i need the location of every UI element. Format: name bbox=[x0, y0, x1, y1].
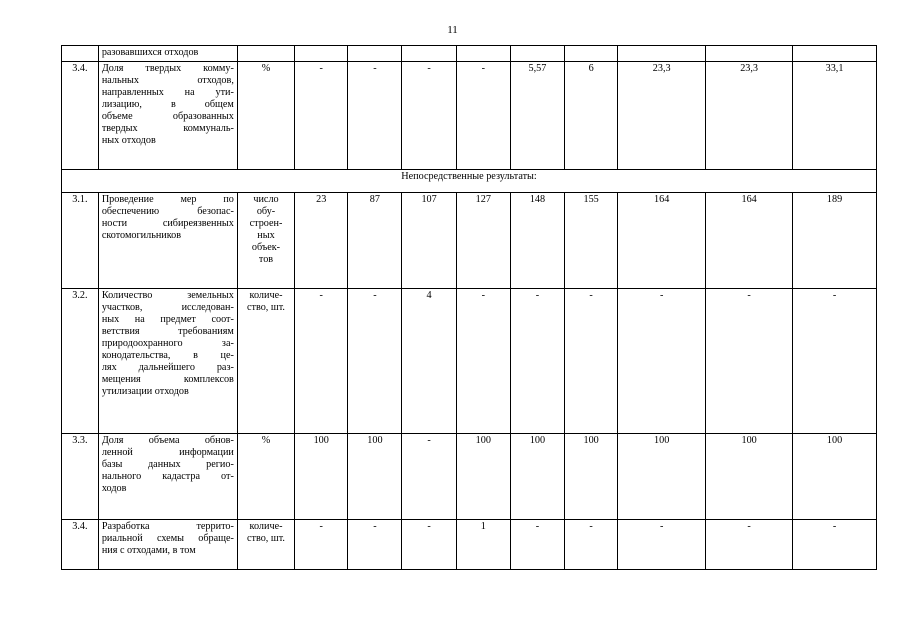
value-cell: - bbox=[348, 289, 402, 434]
row-number: 3.3. bbox=[62, 434, 99, 520]
indicator-name-line: Проведение мер по bbox=[101, 194, 234, 205]
indicator-name-line: обеспечению безопас- bbox=[101, 206, 234, 217]
section-row bbox=[62, 170, 877, 193]
unit-cell bbox=[237, 193, 294, 289]
value-cell: - bbox=[348, 520, 402, 570]
indicator-name bbox=[98, 62, 237, 170]
value-cell: 23,3 bbox=[618, 62, 706, 170]
indicator-name-line: Количество земельных bbox=[101, 290, 234, 301]
value-cell bbox=[456, 46, 510, 62]
row-number bbox=[62, 46, 99, 62]
table-row bbox=[62, 434, 877, 520]
table-row bbox=[62, 62, 877, 170]
indicator-name-line: Разработка террито- bbox=[101, 521, 234, 532]
value-cell: 100 bbox=[618, 434, 706, 520]
value-cell: - bbox=[510, 520, 564, 570]
value-cell: - bbox=[402, 434, 456, 520]
indicator-name-line: Доля твердых комму- bbox=[101, 63, 234, 74]
value-cell bbox=[706, 46, 793, 62]
unit-line: количе- bbox=[249, 290, 283, 301]
value-cell: 100 bbox=[348, 434, 402, 520]
value-cell: - bbox=[618, 520, 706, 570]
value-cell: 4 bbox=[402, 289, 456, 434]
indicator-name-line: направленных на ути- bbox=[101, 87, 234, 98]
unit-line: объек- bbox=[251, 242, 281, 253]
value-cell: 23,3 bbox=[706, 62, 793, 170]
value-cell: 107 bbox=[402, 193, 456, 289]
value-cell: 100 bbox=[793, 434, 877, 520]
value-cell: - bbox=[618, 289, 706, 434]
unit-line: строен- bbox=[249, 218, 283, 229]
indicator-name-line: ности сибиреязвенных bbox=[101, 218, 234, 229]
value-cell bbox=[618, 46, 706, 62]
value-cell: 148 bbox=[510, 193, 564, 289]
indicator-name-line: ных на предмет соот- bbox=[101, 314, 234, 325]
indicator-name-line: мещения комплексов bbox=[101, 374, 234, 385]
value-cell: 100 bbox=[706, 434, 793, 520]
row-number: 3.2. bbox=[62, 289, 99, 434]
value-cell: 189 bbox=[793, 193, 877, 289]
value-cell: - bbox=[706, 289, 793, 434]
unit-cell bbox=[237, 46, 294, 62]
table-row bbox=[62, 520, 877, 570]
value-cell: 5,57 bbox=[510, 62, 564, 170]
table-row bbox=[62, 193, 877, 289]
indicator-name bbox=[98, 434, 237, 520]
value-cell: 155 bbox=[565, 193, 618, 289]
row-number: 3.1. bbox=[62, 193, 99, 289]
unit-line: обу- bbox=[256, 206, 276, 217]
indicator-name-line: разовавшихся отходов bbox=[101, 47, 199, 58]
value-cell: - bbox=[402, 520, 456, 570]
value-cell: - bbox=[295, 62, 348, 170]
indicator-name-line: участков, исследован- bbox=[101, 302, 234, 313]
value-cell: - bbox=[706, 520, 793, 570]
value-cell: 1 bbox=[456, 520, 510, 570]
indicators-table bbox=[61, 45, 877, 570]
indicator-name-line: нального кадастра от- bbox=[101, 471, 234, 482]
table-body bbox=[62, 46, 877, 570]
indicator-name-line: скотомогильников bbox=[101, 230, 182, 241]
value-cell: - bbox=[456, 62, 510, 170]
value-cell: - bbox=[402, 62, 456, 170]
value-cell: - bbox=[510, 289, 564, 434]
value-cell: 6 bbox=[565, 62, 618, 170]
indicator-name-line: утилизации отходов bbox=[101, 386, 189, 397]
value-cell: 23 bbox=[295, 193, 348, 289]
unit-line: ство, шт. bbox=[247, 302, 285, 313]
value-cell bbox=[565, 46, 618, 62]
indicator-name-line: ленной информации bbox=[101, 447, 234, 458]
table-row bbox=[62, 289, 877, 434]
value-cell: - bbox=[793, 289, 877, 434]
indicator-name bbox=[98, 46, 237, 62]
value-cell: 164 bbox=[706, 193, 793, 289]
value-cell: 127 bbox=[456, 193, 510, 289]
value-cell: - bbox=[456, 289, 510, 434]
value-cell: - bbox=[793, 520, 877, 570]
unit-line: количе- bbox=[249, 521, 283, 532]
unit-line: тов bbox=[258, 254, 274, 265]
value-cell: - bbox=[565, 289, 618, 434]
indicator-name bbox=[98, 289, 237, 434]
indicator-name-line: ных отходов bbox=[101, 135, 156, 146]
value-cell bbox=[510, 46, 564, 62]
unit-line: число bbox=[253, 194, 279, 205]
indicator-name-line: базы данных регио- bbox=[101, 459, 234, 470]
unit-cell: % bbox=[237, 62, 294, 170]
value-cell: - bbox=[295, 289, 348, 434]
value-cell bbox=[793, 46, 877, 62]
indicator-name-line: ветствия требованиям bbox=[101, 326, 234, 337]
indicator-name-line: природоохранного за- bbox=[101, 338, 234, 349]
section-title: Непосредственные результаты: bbox=[62, 170, 877, 193]
table-row bbox=[62, 46, 877, 62]
row-number: 3.4. bbox=[62, 62, 99, 170]
indicator-name-line: Доля объема обнов- bbox=[101, 435, 234, 446]
value-cell bbox=[348, 46, 402, 62]
indicator-name bbox=[98, 193, 237, 289]
value-cell bbox=[402, 46, 456, 62]
value-cell: 87 bbox=[348, 193, 402, 289]
value-cell: 33,1 bbox=[793, 62, 877, 170]
value-cell: 100 bbox=[295, 434, 348, 520]
indicator-name-line: лях дальнейшего раз- bbox=[101, 362, 234, 373]
indicator-name-line: риальной схемы обраще- bbox=[101, 533, 234, 544]
indicator-name bbox=[98, 520, 237, 570]
value-cell: 100 bbox=[510, 434, 564, 520]
value-cell: 100 bbox=[456, 434, 510, 520]
value-cell: - bbox=[348, 62, 402, 170]
value-cell: - bbox=[565, 520, 618, 570]
unit-cell bbox=[237, 520, 294, 570]
value-cell bbox=[295, 46, 348, 62]
indicator-name-line: ходов bbox=[101, 483, 127, 494]
indicator-name-line: нальных отходов, bbox=[101, 75, 234, 86]
indicator-name-line: лизацию, в общем bbox=[101, 99, 234, 110]
unit-line: ных bbox=[257, 230, 275, 241]
indicator-name-line: ния с отходами, в том bbox=[101, 545, 196, 556]
value-cell: 164 bbox=[618, 193, 706, 289]
value-cell: - bbox=[295, 520, 348, 570]
page-number: 11 bbox=[447, 24, 458, 36]
indicator-name-line: твердых коммуналь- bbox=[101, 123, 234, 134]
unit-cell bbox=[237, 289, 294, 434]
unit-line: ство, шт. bbox=[247, 533, 285, 544]
row-number: 3.4. bbox=[62, 520, 99, 570]
indicator-name-line: объеме образованных bbox=[101, 111, 234, 122]
value-cell: 100 bbox=[565, 434, 618, 520]
indicator-name-line: конодательства, в це- bbox=[101, 350, 234, 361]
unit-cell: % bbox=[237, 434, 294, 520]
